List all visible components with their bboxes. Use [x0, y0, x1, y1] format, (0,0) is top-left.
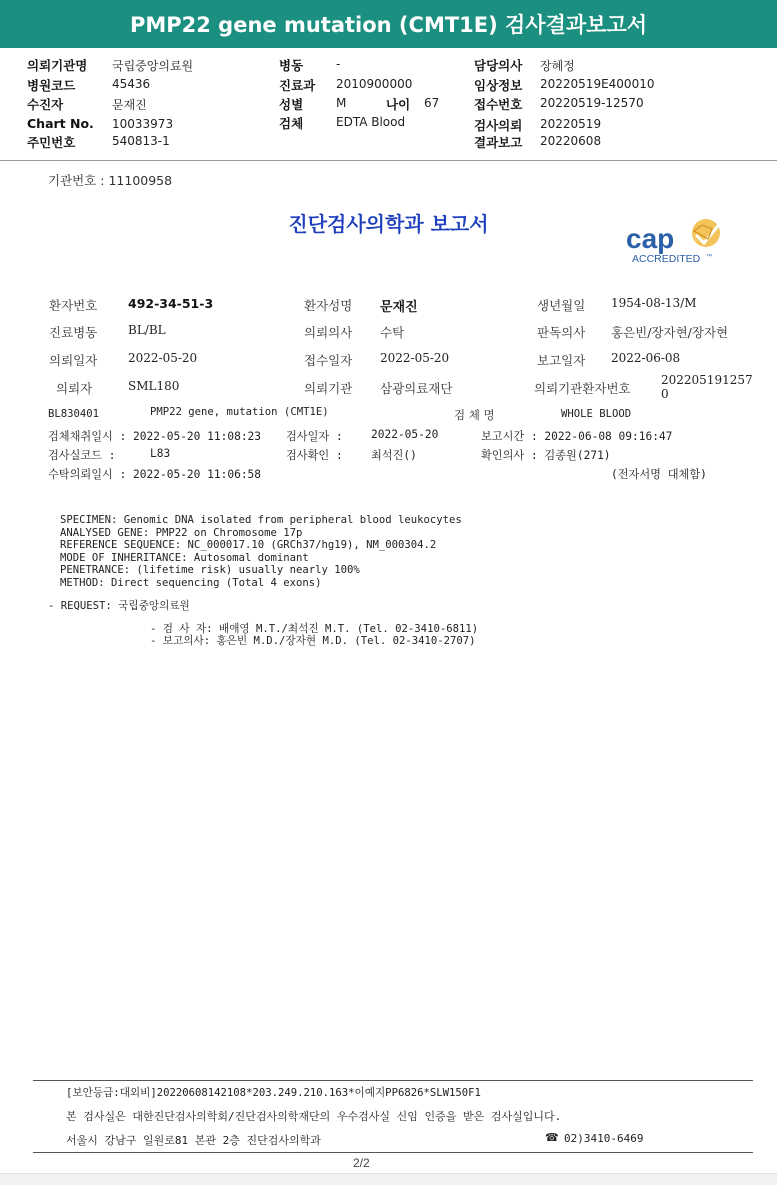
cap-logo-trademark: ™ [706, 254, 712, 260]
header-value-patient: 문재진 [112, 98, 147, 112]
header-label-receipt-no: 접수번호 [474, 97, 523, 112]
specimen-name-value: WHOLE BLOOD [561, 408, 632, 420]
header-value-specimen: EDTA Blood [336, 115, 406, 129]
ward-label: 진료병동 [49, 325, 98, 340]
page-number: 2/2 [353, 1156, 370, 1170]
header-value-chart-no: 10033973 [112, 117, 174, 131]
report-title-banner [0, 0, 777, 48]
page-bottom-edge [0, 1173, 777, 1185]
footer-bottom-divider [33, 1152, 753, 1153]
reading-doctor-value: 홍은빈/장자현/장자현 [611, 325, 729, 340]
header-label-doctor: 담당의사 [474, 58, 523, 73]
confirming-doctor: 확인의사 : 김종원(271) [481, 449, 611, 462]
cap-logo-graphic [624, 217, 736, 267]
telephone-icon: ☎ [545, 1131, 559, 1144]
specimen-line: ANALYSED GENE: PMP22 on Chromosome 17p [60, 526, 303, 539]
org-patient-no-value-line2: 0 [661, 387, 669, 401]
header-label-patient: 수진자 [27, 97, 64, 112]
org-patient-no-value-line1: 202205191257 [661, 373, 753, 387]
ward-value: BL/BL [128, 323, 166, 337]
header-value-hospital-code: 45436 [112, 77, 151, 91]
header-value-age: 67 [424, 96, 440, 110]
header-label-ward: 병동 [279, 58, 304, 73]
patient-no-value: 492-34-51-3 [128, 296, 214, 311]
header-value-department: 2010900000 [336, 77, 413, 91]
header-label-requesting-org: 의뢰기관명 [27, 58, 88, 73]
certification-statement: 본 검사실은 대한진단검사의학회/진단검사의학재단의 우수검사실 신임 인증을 받은 검사실입니다. [66, 1110, 562, 1123]
header-divider [0, 160, 777, 161]
cap-logo-wordmark: cap [626, 223, 675, 254]
requesting-doctor-label: 의뢰의사 [304, 325, 353, 340]
birthdate-value: 1954-08-13/M [611, 296, 697, 310]
patient-name-label: 환자성명 [304, 298, 353, 313]
specimen-line: SPECIMEN: Genomic DNA isolated from peripheral blood leukocytes [60, 514, 462, 526]
collection-datetime: 검체채취일시 : 2022-05-20 11:08:23 [48, 430, 262, 443]
header-label-test-request: 검사의뢰 [474, 118, 523, 133]
header-label-sex: 성별 [279, 97, 304, 112]
header-label-resident-no: 주민번호 [27, 135, 76, 150]
header-value-requesting-org: 국립중앙의료원 [112, 59, 194, 73]
lab-address: 서울시 강남구 일원로81 본관 2층 진단검사의학과 [66, 1134, 321, 1147]
header-value-resident-no: 540813-1 [112, 134, 170, 148]
header-value-ward: - [336, 57, 341, 71]
test-check-value: 최석진() [371, 449, 417, 462]
header-label-clinical-info: 임상정보 [474, 78, 523, 93]
cap-accredited-logo [624, 217, 736, 267]
requesting-doctor-value: 수탁 [380, 325, 405, 340]
test-check-label: 검사확인 : [286, 449, 343, 462]
specimen-line: MODE OF INHERITANCE: Autosomal dominant [60, 551, 309, 564]
lab-phone: 02)3410-6469 [564, 1132, 644, 1145]
test-name: PMP22 gene, mutation (CMT1E) [150, 406, 329, 418]
report-date-value: 2022-06-08 [611, 351, 681, 365]
receipt-date-value: 2022-05-20 [380, 351, 450, 365]
header-value-test-request: 20220519 [540, 117, 602, 131]
test-date-label: 검사일자 : [286, 430, 343, 443]
lab-code-value: L83 [150, 447, 171, 460]
header-value-doctor: 장혜정 [540, 59, 575, 73]
footer-top-divider [33, 1080, 753, 1081]
header-value-clinical-info: 20220519E400010 [540, 77, 655, 91]
report-time: 보고시간 : 2022-06-08 09:16:47 [481, 430, 673, 443]
specimen-name-label: 검 체 명 [454, 408, 495, 422]
reading-doctor-label: 판독의사 [537, 325, 586, 340]
tester-line: - 검 사 자: 배애영 M.T./최석진 M.T. (Tel. 02-3410-6811) [150, 623, 479, 635]
document-title: 진단검사의학과 보고서 [288, 212, 489, 236]
specimen-line: REFERENCE SEQUENCE: NC_000017.10 (GRCh37/hg19), NM_000304.2 [60, 539, 437, 551]
header-label-age: 나이 [386, 97, 411, 112]
test-code: BL830401 [48, 408, 100, 420]
header-value-result-report: 20220608 [540, 134, 602, 148]
requester-value: SML180 [128, 379, 180, 393]
security-info: [보안등급:대외비]20220608142108*203.249.210.163*이예지PP6826*SLW150F1 [66, 1087, 481, 1099]
header-value-receipt-no: 20220519-12570 [540, 96, 644, 110]
order-datetime: 수탁의뢰일시 : 2022-05-20 11:06:58 [48, 468, 262, 481]
patient-no-label: 환자번호 [49, 298, 98, 313]
cap-logo-accredited: ACCREDITED [632, 253, 701, 265]
request-line: - REQUEST: 국립중앙의료원 [48, 600, 190, 612]
request-date-label: 의뢰일자 [49, 353, 98, 368]
requesting-org-label: 의뢰기관 [304, 381, 353, 396]
specimen-line: METHOD: Direct sequencing (Total 4 exons) [60, 576, 322, 589]
requesting-org-value: 삼광의료재단 [380, 381, 453, 396]
header-label-department: 진료과 [279, 78, 316, 93]
test-date-value: 2022-05-20 [371, 428, 439, 441]
request-date-value: 2022-05-20 [128, 351, 198, 365]
org-patient-no-label: 의뢰기관환자번호 [534, 381, 631, 396]
specimen-details [60, 514, 462, 589]
institution-number: 기관번호 : 11100958 [48, 173, 173, 188]
header-label-hospital-code: 병원코드 [27, 78, 76, 93]
reporting-doctor-line: - 보고의사: 홍은빈 M.D./장자현 M.D. (Tel. 02-3410-2707) [150, 635, 476, 647]
requester-label: 의뢰자 [56, 381, 93, 396]
specimen-line: PENETRANCE: (lifetime risk) usually nearly 100% [60, 564, 360, 576]
patient-name-value: 문재진 [380, 300, 418, 315]
header-label-chart-no: Chart No. [27, 116, 94, 131]
birthdate-label: 생년월일 [537, 298, 586, 313]
header-label-result-report: 결과보고 [474, 135, 523, 150]
header-value-sex: M [336, 96, 347, 110]
lab-code-label: 검사실코드 : [48, 449, 116, 462]
header-label-specimen: 검체 [279, 116, 304, 131]
report-title: PMP22 gene mutation (CMT1E) 검사결과보고서 [129, 13, 648, 37]
report-date-label: 보고일자 [537, 353, 586, 368]
receipt-date-label: 접수일자 [304, 353, 353, 368]
signature-note: (전자서명 대체함) [611, 468, 707, 481]
